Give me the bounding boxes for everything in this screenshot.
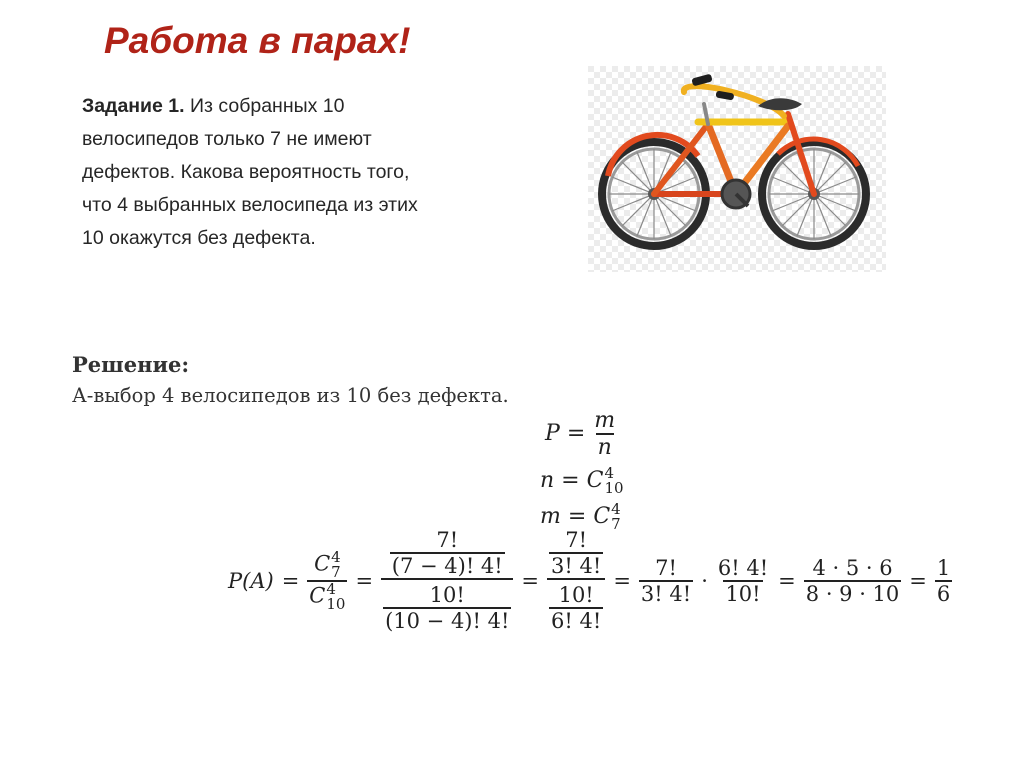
solution-event: А-выбор 4 велосипедов из 10 без дефекта. <box>72 384 509 407</box>
fraction-7f-34: $\frac{7!}{3! 4!}$ <box>640 555 692 606</box>
fraction-456-8910: $\frac{4 \cdot 5 \cdot 6}{8 \cdot 9 \cdot 10}$ <box>805 555 900 606</box>
formula-m-def: m = C 4 7 <box>540 500 621 533</box>
formula-n-def: n = C 4 10 <box>540 464 624 497</box>
bicycle-image <box>588 66 886 272</box>
slide-title: Работа в парах! <box>104 20 411 61</box>
fraction-m-n: $\frac{m}{n}$ <box>594 408 616 460</box>
task-text <box>82 90 442 255</box>
task-label: Задание 1. <box>82 95 185 117</box>
task-body: Из собранных 10 велосипедов только 7 не имеют дефектов. Какова вероятность того, что 4 выбранных велосипеда из этих 10 окажутся без дефекта. <box>82 95 418 249</box>
solution-heading: Решение: <box>72 352 190 377</box>
fraction-result: $\frac{1}{6}$ <box>936 555 951 606</box>
formula-main-chain: P(A) = C 4 7 C 4 10 = $\frac{\frac{7!}{(7 - 4)! 4!}}{\frac{10!}{(10 - 4)! 4!}}$ = $\frac{\frac{7!}{3! 4!}}{\frac{10!}{6! 4!}}$ = $\frac{7!}{3! 4!}$ · $\frac{6! 4!}{10!}$ = $\frac{4 \cdot 5 \cdot 6}{8 \cdot 9 \cdot 10}$ = $\frac{1}{6}$ <box>228 528 951 633</box>
fraction-c7-c10: C 4 7 C 4 10 <box>309 547 346 613</box>
fraction-simplified: $\frac{\frac{7!}{3! 4!}}{\frac{10!}{6! 4!}}$ <box>547 528 605 633</box>
formula-p-def: P = $\frac{m}{n}$ <box>545 408 616 460</box>
fraction-64-10f: $\frac{6! 4!}{10!}$ <box>717 555 769 606</box>
pa-label: P(A) <box>228 568 274 593</box>
fraction-big-combination: $\frac{\frac{7!}{(7 - 4)! 4!}}{\frac{10!}{(10 - 4)! 4!}}$ <box>381 528 513 633</box>
